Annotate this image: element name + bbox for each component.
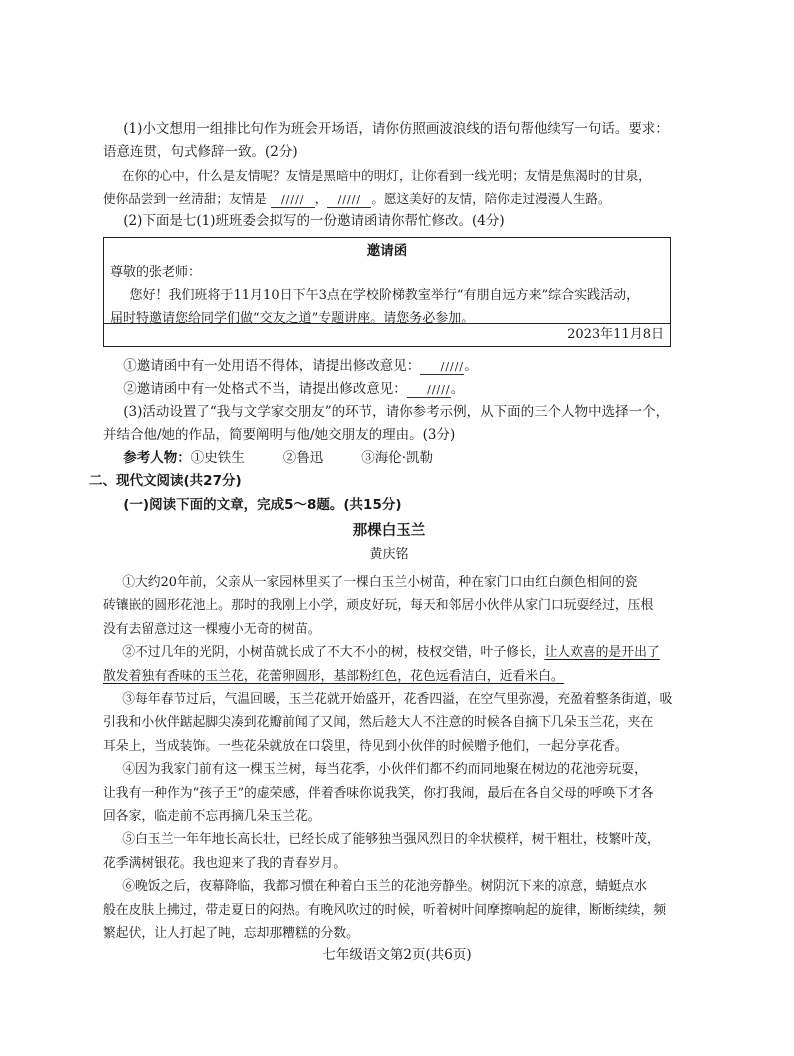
paragraph-3-line1: ③每年春节过后，气温回暖，玉兰花就开始盛开，花香四溢，在空气里弥漫，充盈着整条街道，吸	[122, 692, 673, 708]
part-1-instruction: (一)阅读下面的文章，完成5～8题。(共15分)	[123, 497, 402, 513]
paragraph-6-line3: 繁起伏，让人打起了盹，忘却那糟糕的分数。	[103, 926, 359, 942]
q1-passage-2b: ，	[314, 191, 328, 206]
section-2	[89, 470, 675, 566]
article-author: 黄庆铭	[369, 547, 409, 562]
q3-instruction-line1: (3)活动设置了“我与文学家交朋友”的环节，请你参考示例，从下面的三个人物中选择一个，	[123, 404, 670, 420]
paragraph-3-line3: 耳朵上，当成装饰。一些花朵就放在口袋里，待见到小伙伴的时候赠予他们，一起分享花香。	[103, 738, 628, 754]
person-2: ②鲁迅	[282, 450, 324, 466]
article-title: 那棵白玉兰	[352, 523, 426, 539]
q2-item1	[103, 355, 675, 378]
paragraph-3-line2: 引我和小伙伴踮起脚尖凑到花瓣前闻了又闻，然后趁大人不注意的时候各自摘下几朵玉兰花，夹在	[103, 715, 654, 731]
q2-instruction: (2)下面是七(1)班班委会拟写的一份邀请函请你帮忙修改。(4分)	[123, 213, 505, 229]
letter-body-line2: 届时特邀请您给同学们做“交友之道”专题讲座。请您务必参加。	[110, 311, 475, 326]
answer-blank-1[interactable]: /////	[271, 193, 315, 208]
q2-item1-end: 。	[464, 358, 478, 374]
q1-passage-2c: 。愿这美好的友情，陪你走过漫漫人生路。	[371, 191, 611, 206]
paragraph-4-line2: 让我有一种作为“孩子王”的虚荣感，伴着香味你说我笑，你打我闹，最后在各自父母的呼唤下才各	[103, 785, 654, 801]
q1-instruction-line1: (1)小文想用一组排比句作为班会开场语，请你仿照画波浪线的语句帮他续写一句话。要求：	[123, 121, 669, 137]
q3-instruction-line2: 并结合他/她的作品，简要阐明与他/她交朋友的理由。(3分)	[103, 427, 456, 443]
article-body	[103, 571, 675, 946]
q1-instruction-line2: 语意连贯，句式修辞一致。(2分)	[103, 144, 298, 160]
paragraph-5-line2: 花季满树银花。我也迎来了我的青春岁月。	[103, 855, 347, 871]
person-3: ③海伦·凯勒	[361, 450, 434, 466]
q1-passage-2a: 使你品尝到一丝清甜；友情是	[103, 191, 267, 206]
q1-passage-line1: 在你的心中，什么是友情呢？友情是黑暗中的明灯，让你看到一线光明；友情是焦渴时的甘泉，	[121, 168, 651, 183]
letter-salutation: 尊敬的张老师：	[110, 265, 202, 280]
letter-date: 2023年11月8日	[104, 323, 670, 346]
letter-body-line1: 您好！我们班将于11月10日下午3点在学校阶梯教室举行“有朋自远方来”综合实践活动，	[129, 288, 640, 303]
answer-blank-4[interactable]: /////	[407, 383, 451, 398]
q2-item1-text: ①邀请函中有一处用语不得体，请提出修改意见：	[123, 358, 421, 374]
q1-passage-line2	[103, 187, 675, 210]
paragraph-4-line3: 回各家，临走前不忘再摘几朵玉兰花。	[103, 809, 321, 825]
paragraph-6-line2: 般在皮肤上拂过，带走夏日的闷热。有晚风吹过的时候，听着树叶间摩擦响起的旋律，断断续续，频	[103, 902, 667, 918]
paragraph-6-line1: ⑥晚饭之后，夜幕降临，我都习惯在种着白玉兰的花池旁静坐。树阴沉下来的凉意，蜻蜓点水	[122, 879, 647, 895]
letter-title: 邀请函	[366, 243, 408, 259]
paragraph-2-line1	[103, 641, 675, 664]
answer-blank-2[interactable]: /////	[327, 193, 371, 208]
q3-ref-label: 参考人物：	[123, 450, 191, 466]
page-footer: 七年级语文第2页(共6页)	[322, 947, 472, 963]
q2-item2	[103, 378, 675, 401]
person-1: ①史铁生	[190, 450, 245, 466]
paragraph-5-line1: ⑤白玉兰一年年地长高长壮，已经长成了能够独当强风烈日的伞状模样，树干粗壮，枝繁叶茂，	[122, 832, 660, 848]
paragraph-1-line1: ①大约20年前，父亲从一家园林里买了一棵白玉兰小树苗，种在家门口由红白颜色相间的瓷	[122, 575, 638, 590]
paragraph-2-line2: 散发着独有香味的玉兰花，花蕾卵圆形，基部粉红色，花色远看洁白，近看米白。	[103, 668, 564, 684]
question-2-items	[103, 355, 675, 470]
question-1	[103, 118, 675, 233]
paragraph-1-line3: 没有去留意过这一棵瘦小无奇的树苗。	[103, 621, 321, 637]
invitation-letter-box	[103, 237, 671, 347]
q2-item2-text: ②邀请函中有一处格式不当，请提出修改意见：	[123, 381, 407, 397]
paragraph-2-text-a: ②不过几年的光阴，小树苗就长成了不大不小的树，枝杈交错，叶子修长，	[122, 645, 545, 661]
q3-reference-people	[103, 447, 675, 470]
answer-blank-3[interactable]: /////	[420, 360, 464, 375]
section-2-heading: 二、现代文阅读(共27分)	[89, 473, 242, 489]
paragraph-2-underlined-a: 让人欢喜的是开出了	[544, 645, 660, 661]
q2-item2-end: 。	[450, 381, 465, 397]
paragraph-4-line1: ④因为我家门前有这一棵玉兰树，每当花季，小伙伴们都不约而同地聚在树边的花池旁玩耍，	[122, 762, 647, 778]
paragraph-1-line2: 砖镶嵌的圆形花池上。那时的我刚上小学，顽皮好玩，每天和邻居小伙伴从家门口玩耍经过，压根	[103, 598, 654, 614]
